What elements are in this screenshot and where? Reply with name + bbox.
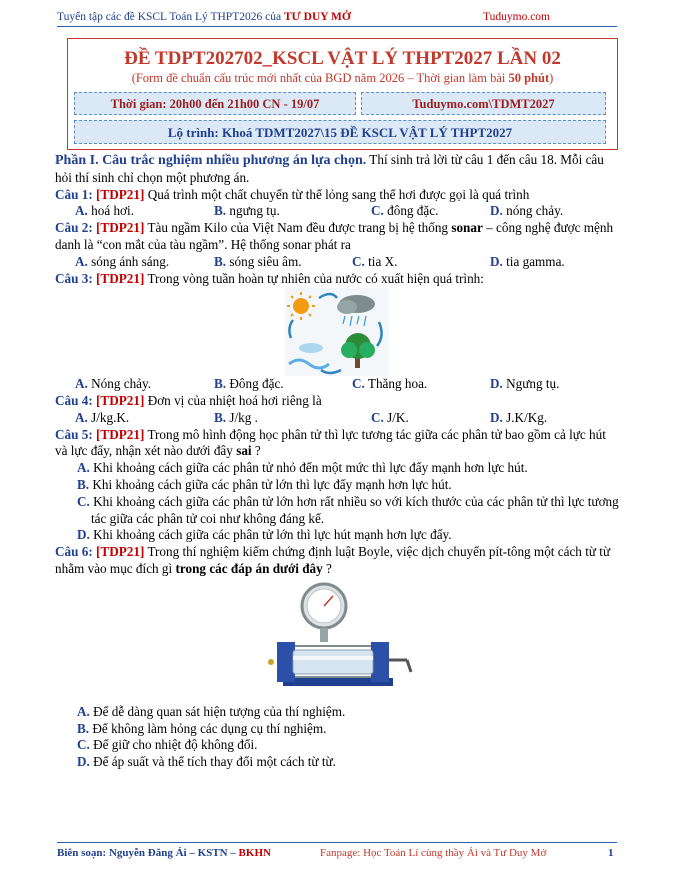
option-a[interactable]	[75, 254, 169, 271]
exam-subtitle	[68, 71, 617, 86]
footer-author-text: Biên soạn: Nguyễn Đăng Ái – KSTN –	[57, 847, 239, 859]
question-tag: [TDP21]	[96, 544, 145, 560]
option-d[interactable]	[490, 410, 547, 427]
question-tag: [TDP21]	[96, 186, 145, 202]
option-letter: B.	[214, 203, 227, 219]
option-letter: C.	[77, 737, 90, 753]
question-3-options	[55, 376, 620, 393]
question-text: Trong mô hình động học phân tử thì lực tương tác giữa các phân tử bao gồm cả lực hút và lực đẩy, nhận xét nào dưới đây	[55, 426, 606, 459]
option-letter: C.	[371, 409, 384, 425]
question-4	[55, 393, 620, 410]
option-text: hoá hơi.	[91, 203, 134, 219]
question-number: Câu 1:	[55, 186, 93, 202]
option-letter: D.	[490, 375, 503, 391]
section-1-intro	[55, 152, 620, 187]
page-header	[55, 8, 615, 28]
question-number: Câu 2:	[55, 220, 93, 236]
option-text: Để không làm hỏng các dụng cụ thí nghiệm.	[92, 720, 327, 736]
option-text: tia gamma.	[506, 253, 565, 269]
exam-time: Thời gian: 20h00 đến 21h00 CN - 19/07	[74, 92, 356, 115]
header-left	[57, 11, 351, 23]
option-letter: A.	[77, 703, 90, 719]
question-tag: [TDP21]	[96, 220, 145, 236]
question-3	[55, 271, 620, 288]
exam-site-link[interactable]: Tuduymo.com\TDMT2027	[361, 92, 606, 115]
question-text: Đơn vị của nhiệt hoá hơi riêng là	[144, 392, 322, 408]
question-tag: [TDP21]	[96, 392, 145, 408]
option-text: Nóng chảy.	[91, 375, 152, 391]
option-text: Thăng hoa.	[367, 375, 428, 391]
option-b[interactable]	[214, 254, 302, 271]
option-text: tia X.	[368, 253, 398, 269]
subtitle-close: )	[549, 71, 554, 85]
header-brand: TƯ DUY MỞ	[283, 11, 351, 23]
footer-author-school: BKHN	[238, 847, 271, 859]
option-letter: B.	[77, 476, 90, 492]
question-tag: [TDP21]	[96, 426, 145, 442]
option-text: Để giữ cho nhiệt độ không đổi.	[93, 737, 258, 753]
option-letter: A.	[75, 409, 88, 425]
question-5	[55, 427, 620, 461]
option-b[interactable]	[214, 410, 258, 427]
question-text: Trong vòng tuần hoàn tự nhiên của nước có xuất hiện quá trình:	[144, 270, 484, 286]
question-4-options	[55, 410, 620, 427]
option-text: J/K.	[387, 409, 409, 425]
option-letter: B.	[77, 720, 90, 736]
option-a[interactable]	[77, 460, 620, 477]
option-text: Để dễ dàng quan sát hiện tượng của thí nghiệm.	[93, 703, 346, 719]
question-number: Câu 5:	[55, 426, 93, 442]
option-letter: A.	[75, 375, 88, 391]
question-emphasis: trong các đáp án dưới đây	[175, 560, 323, 576]
footer-divider	[57, 842, 617, 843]
option-b[interactable]	[77, 477, 620, 494]
header-site: Tuduymo.com	[483, 11, 550, 23]
option-letter: B.	[214, 253, 227, 269]
option-b[interactable]	[77, 721, 620, 738]
question-text: Tàu ngầm Kilo của Việt Nam đều được trang bị hệ thống	[144, 220, 452, 236]
question-emphasis: sonar	[451, 220, 483, 236]
header-divider	[57, 26, 617, 27]
option-text: Khi khoảng cách giữa các phân tử lớn thì lực hút mạnh hơn lực đẩy.	[93, 527, 452, 543]
option-text: J/kg.K.	[91, 409, 130, 425]
option-letter: B.	[214, 409, 227, 425]
question-text-end: ?	[322, 560, 332, 576]
option-letter: D.	[77, 527, 90, 543]
option-a[interactable]	[75, 203, 134, 220]
question-5-options	[55, 460, 620, 544]
option-letter: A.	[77, 460, 90, 476]
question-number: Câu 6:	[55, 544, 93, 560]
header-left-text: Tuyển tập các đề KSCL Toán Lý THPT2026 của	[57, 11, 284, 23]
option-text: Khi khoảng cách giữa các phân tử lớn thì lực đẩy mạnh hơn lực hút.	[92, 476, 452, 492]
option-letter: D.	[77, 754, 90, 770]
option-text: Ngưng tụ.	[506, 375, 560, 391]
option-d[interactable]	[490, 203, 563, 220]
option-text: sóng siêu âm.	[229, 253, 302, 269]
option-d[interactable]	[490, 254, 565, 271]
question-text: Quá trình một chất chuyển từ thể lỏng sang thể hơi được gọi là quá trình	[144, 186, 530, 202]
question-6	[55, 544, 620, 578]
footer-fanpage: Fanpage: Học Toán Lí cùng thầy Ái và Tư Duy Mở	[320, 847, 547, 859]
option-letter: D.	[490, 409, 503, 425]
section-1-text: Thí sinh trả lời từ câu 1 đến câu 18. Mỗi câu hỏi thí sinh chỉ chọn một phương án.	[55, 152, 604, 185]
option-c[interactable]	[77, 494, 620, 528]
option-letter: C.	[77, 493, 90, 509]
page-number: 1	[608, 847, 614, 859]
option-letter: C.	[352, 253, 365, 269]
option-text: sóng ánh sáng.	[91, 253, 170, 269]
option-a[interactable]	[75, 376, 151, 393]
option-b[interactable]	[214, 376, 284, 393]
subtitle-duration: 50 phút	[508, 71, 550, 85]
water-cycle-illustration	[285, 288, 389, 376]
boyle-apparatus-figure	[55, 578, 620, 704]
option-text: đông đặc.	[387, 203, 439, 219]
option-d[interactable]	[77, 754, 620, 771]
option-letter: C.	[371, 203, 384, 219]
exam-title: ĐỀ TDPT202702_KSCL VẬT LÝ THPT2027 LẦN 02	[124, 48, 561, 69]
footer-author	[57, 847, 271, 859]
option-c[interactable]	[77, 737, 620, 754]
water-cycle-figure	[55, 288, 620, 376]
option-letter: B.	[214, 375, 227, 391]
option-letter: A.	[75, 203, 88, 219]
section-1-heading: Phần I. Câu trắc nghiệm nhiều phương án lựa chọn.	[55, 153, 367, 168]
question-2-options	[55, 254, 620, 271]
question-text: Trong thí nghiệm kiểm chứng định luật Boyle, việc dịch chuyển pít-tông một cách từ từ nhằm vào mục đích gì	[55, 544, 611, 576]
exam-body	[55, 152, 620, 771]
option-d[interactable]	[490, 376, 559, 393]
question-1	[55, 187, 620, 204]
question-number: Câu 4:	[55, 392, 93, 408]
question-2	[55, 220, 620, 254]
option-d[interactable]	[77, 527, 620, 544]
option-c[interactable]	[371, 203, 438, 220]
option-c[interactable]	[371, 410, 409, 427]
question-1-options	[55, 203, 620, 220]
subtitle-text: (Form đề chuẩn cấu trúc mới nhất của BGD năm 2026 – Thời gian làm bài	[131, 71, 509, 85]
question-number: Câu 3:	[55, 270, 93, 286]
option-letter: C.	[352, 375, 365, 391]
option-c[interactable]	[352, 376, 427, 393]
option-text: ngưng tụ.	[229, 203, 280, 219]
option-text: nóng chảy.	[506, 203, 564, 219]
question-6-options	[55, 704, 620, 771]
boyle-apparatus-illustration	[267, 580, 417, 702]
option-letter: A.	[75, 253, 88, 269]
question-tag: [TDP21]	[96, 270, 145, 286]
exam-route: Lộ trình: Khoá TDMT2027\15 ĐỀ KSCL VẬT LÝ THPT2027	[74, 120, 606, 144]
option-c[interactable]	[352, 254, 397, 271]
option-text: J.K/Kg.	[506, 409, 548, 425]
question-emphasis: sai	[236, 443, 252, 459]
option-a[interactable]	[77, 704, 620, 721]
option-letter: D.	[490, 253, 503, 269]
option-text: Khi khoảng cách giữa các phân tử lớn hơn rất nhiều so với kích thước của các phân tử thì lực tương tác giữa các phân tử coi như không đáng kể.	[91, 493, 619, 526]
question-text-end: – công nghệ được mệnh danh là “con mắt của tàu ngầm”. Hệ thống sonar phát ra	[55, 220, 614, 253]
option-text: J/kg .	[229, 409, 258, 425]
question-text-end: ?	[251, 443, 261, 459]
exam-title-box	[67, 38, 618, 150]
option-a[interactable]	[75, 410, 129, 427]
option-b[interactable]	[214, 203, 280, 220]
option-text: Đông đặc.	[229, 375, 284, 391]
option-text: Để áp suất và thể tích thay đổi một cách từ từ.	[93, 754, 336, 770]
option-text: Khi khoảng cách giữa các phân tử nhỏ đến một mức thì lực đẩy mạnh hơn lực hút.	[93, 460, 528, 476]
option-letter: D.	[490, 203, 503, 219]
